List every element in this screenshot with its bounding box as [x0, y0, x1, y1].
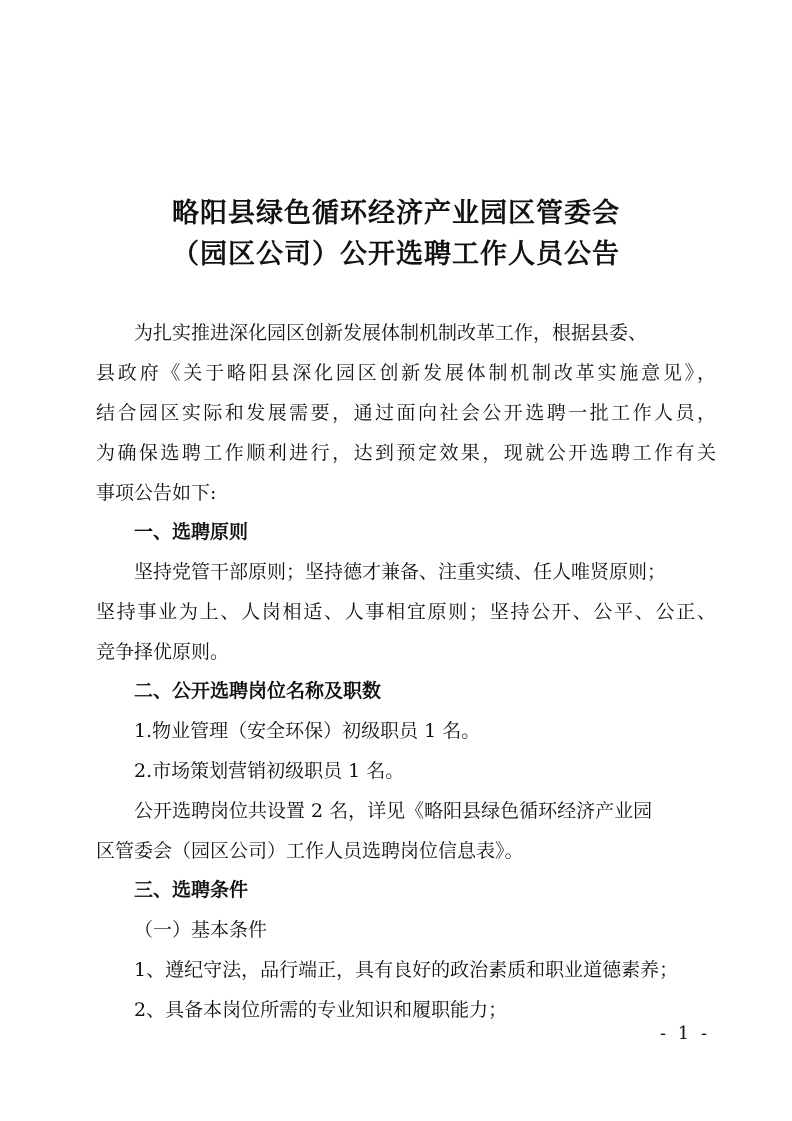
section-3-item-2: 2、具备本岗位所需的专业知识和履职能力；	[134, 999, 508, 1021]
section-2-line-2: 区管委会（园区公司）工作人员选聘岗位信息表》。	[96, 840, 524, 862]
section-1-line-2: 坚持事业为上、人岗相适、人事相宜原则；坚持公开、公平、公正、	[96, 601, 716, 623]
section-3-item-1: 1、遵纪守法，品行端正，具有良好的政治素质和职业道德素养；	[134, 959, 679, 981]
intro-paragraph-line-5: 事项公告如下:	[96, 482, 217, 504]
intro-paragraph-line-3: 结合园区实际和发展需要，通过面向社会公开选聘一批工作人员，	[96, 402, 716, 424]
section-1-heading: 一、选聘原则	[134, 521, 249, 543]
section-3-subheading: （一）基本条件	[134, 919, 268, 941]
document-title-line-1: 略阳县绿色循环经济产业园区管委会	[172, 198, 620, 229]
page-number: - 1 -	[660, 1023, 711, 1044]
section-2-heading: 二、公开选聘岗位名称及职数	[134, 680, 382, 702]
intro-paragraph-line-4: 为确保选聘工作顺利进行，达到预定效果，现就公开选聘工作有关	[96, 442, 716, 464]
section-1-line-1: 坚持党管干部原则；坚持德才兼备、注重实绩、任人唯贤原则；	[134, 561, 667, 583]
section-3-heading: 三、选聘条件	[134, 879, 249, 901]
section-2-line-1: 公开选聘岗位共设置 2 名，详见《略阳县绿色循环经济产业园	[134, 800, 653, 822]
document-title-line-2: （园区公司）公开选聘工作人员公告	[172, 239, 620, 270]
intro-paragraph-line-1: 为扎实推进深化园区创新发展体制机制改革工作，根据县委、	[134, 322, 648, 344]
section-2-item-1: 1.物业管理（安全环保）初级职员 1 名。	[134, 720, 481, 742]
section-1-line-3: 竞争择优原则。	[96, 641, 230, 663]
intro-paragraph-line-2: 县政府《关于略阳县深化园区创新发展体制机制改革实施意见》，	[96, 362, 716, 384]
section-2-item-2: 2.市场策划营销初级职员 1 名。	[134, 760, 405, 782]
